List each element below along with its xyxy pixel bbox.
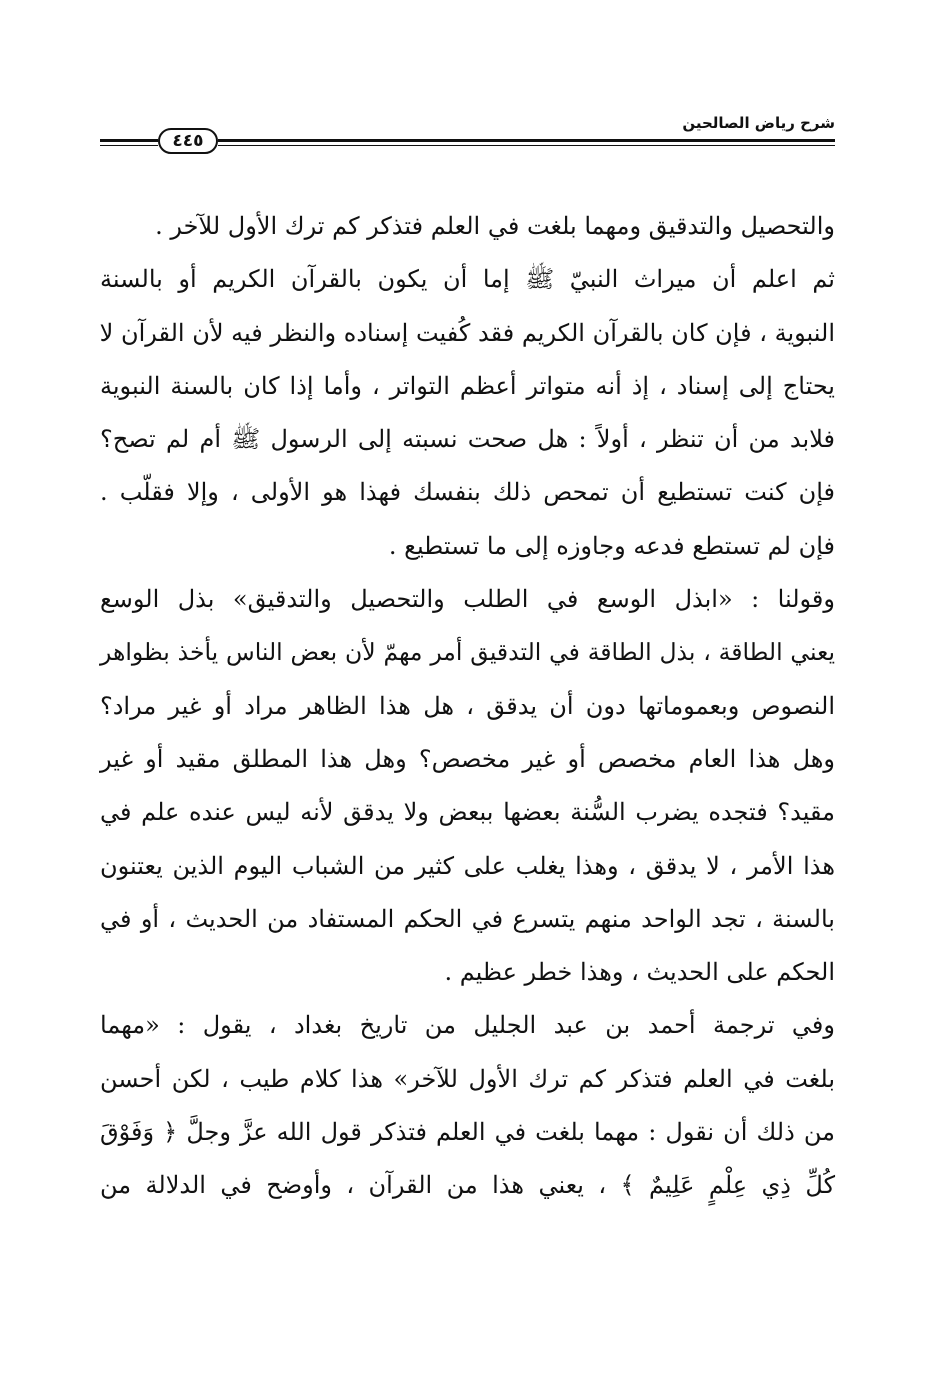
text-line: وهل هذا العام مخصص أو غير مخصص؟ وهل هذا المطلق مقيد أو غير [100, 744, 835, 773]
header-rule-right [218, 139, 835, 146]
running-header [100, 112, 835, 162]
text-line: كُلِّ ذِي عِلْمٍ عَلِيمٌ ﴾ ، يعني هذا من القرآن ، وأوضح في الدلالة من [100, 1171, 836, 1200]
text-line: ثم اعلم أن ميراث النبيّ ﷺ إما أن يكون بالقرآن الكريم أو بالسنة [100, 265, 835, 294]
text-line: فإن لم تستطع فدعه وجاوزه إلى ما تستطيع . [388, 531, 835, 560]
text-line: هذا الأمر ، لا يدقق ، وهذا يغلب على كثير من الشباب اليوم الذين يعتنون [100, 851, 835, 880]
text-line: بالسنة ، تجد الواحد منهم يتسرع في الحكم المستفاد من الحديث ، أو في [100, 904, 835, 933]
text-line: بلغت في العلم فتذكر كم ترك الأول للآخر» هذا كلام طيب ، لكن أحسن [100, 1064, 835, 1093]
text-line: النبوية ، فإن كان بالقرآن الكريم فقد كُفيت إسناده والنظر فيه لأن القرآن لا [99, 318, 835, 347]
text-line: وفي ترجمة أحمد بن عبد الجليل من تاريخ بغداد ، يقول : «مهما [100, 1011, 835, 1040]
text-line: فإن كنت تستطيع أن تمحص ذلك بنفسك فهذا هو الأولى ، وإلا فقلّب . [100, 478, 835, 507]
page-number: ٤٤٥ [172, 130, 204, 151]
text-line: والتحصيل والتدقيق ومهما بلغت في العلم فتذكر كم ترك الأول للآخر . [155, 212, 835, 240]
book-title: شرح رياض الصالحين [682, 114, 835, 132]
text-line: الحكم على الحديث ، وهذا خطر عظيم . [444, 958, 835, 987]
text-line: يحتاج إلى إسناد ، إذ أنه متواتر أعظم التواتر ، وأما إذا كان بالسنة النبوية [100, 371, 835, 400]
body-text [100, 200, 835, 1213]
text-line: من ذلك أن نقول : مهما بلغت في العلم فتذكر قول الله عزَّ وجلَّ ﴿ وَفَوْقَ [100, 1118, 835, 1147]
text-line: النصوص وبعموماتها دون أن يدقق ، هل هذا الظاهر مراد أو غير مراد؟ [100, 691, 835, 720]
text-line: وقولنا : «ابذل الوسع في الطلب والتحصيل والتدقيق» بذل الوسع [100, 585, 835, 614]
header-rule-left [100, 139, 158, 146]
text-line: فلابد من أن تنظر ، أولاً : هل صحت نسبته إلى الرسول ﷺ أم لم تصح؟ [100, 425, 835, 454]
text-line: يعني الطاقة ، بذل الطاقة في التدقيق أمر مهمّ لأن بعض الناس يأخذ بظواهر [100, 638, 835, 667]
page-number-badge [158, 128, 218, 154]
text-line: مقيد؟ فتجده يضرب السُّنة بعضها ببعض ولا يدقق لأنه ليس عنده علم في [100, 798, 835, 827]
